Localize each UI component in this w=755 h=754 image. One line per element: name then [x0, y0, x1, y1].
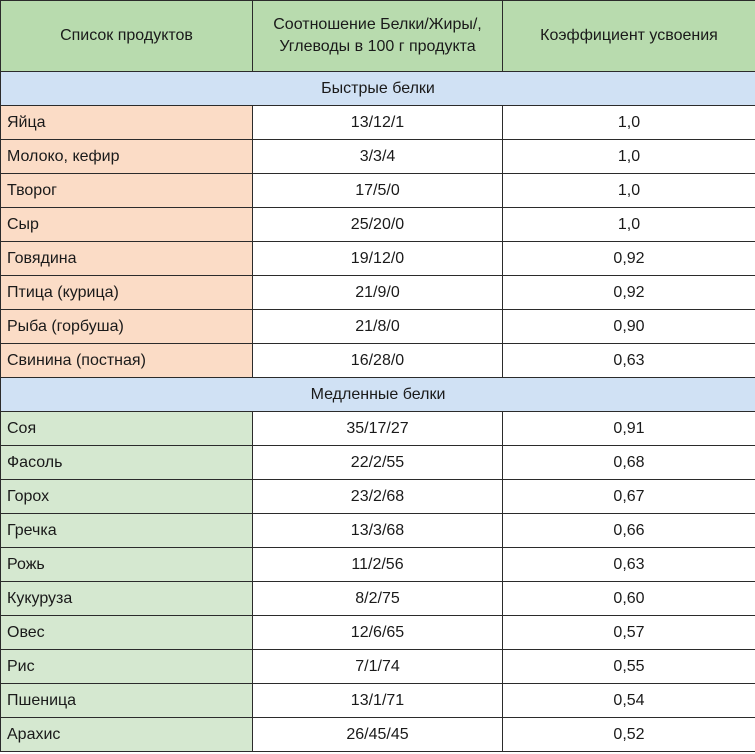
- product-name: Гречка: [1, 514, 253, 548]
- product-coefficient: 0,63: [503, 548, 755, 582]
- product-ratio: 25/20/0: [253, 208, 503, 242]
- table-row: [1, 582, 755, 616]
- product-coefficient: 0,92: [503, 242, 755, 276]
- product-name: Соя: [1, 412, 253, 446]
- product-coefficient: 0,66: [503, 514, 755, 548]
- table-row: [1, 548, 755, 582]
- table-row: [1, 684, 755, 718]
- product-coefficient: 0,55: [503, 650, 755, 684]
- product-coefficient: 0,60: [503, 582, 755, 616]
- product-ratio: 3/3/4: [253, 140, 503, 174]
- header-coefficient: Коэффициент усвоения: [503, 1, 755, 72]
- section-header: [1, 72, 755, 106]
- product-name: Рис: [1, 650, 253, 684]
- product-ratio: 35/17/27: [253, 412, 503, 446]
- product-name: Кукуруза: [1, 582, 253, 616]
- product-name: Фасоль: [1, 446, 253, 480]
- product-name: Молоко, кефир: [1, 140, 253, 174]
- product-ratio: 13/12/1: [253, 106, 503, 140]
- section-title: Медленные белки: [1, 378, 755, 412]
- product-coefficient: 1,0: [503, 106, 755, 140]
- product-ratio: 21/9/0: [253, 276, 503, 310]
- table-row: [1, 140, 755, 174]
- product-coefficient: 1,0: [503, 174, 755, 208]
- product-name: Птица (курица): [1, 276, 253, 310]
- header-ratio-line2: Углеводы в 100 г продукта: [279, 38, 476, 55]
- header-ratio: [253, 1, 503, 72]
- product-ratio: 11/2/56: [253, 548, 503, 582]
- table-row: [1, 208, 755, 242]
- product-name: Рожь: [1, 548, 253, 582]
- product-coefficient: 0,92: [503, 276, 755, 310]
- product-ratio: 17/5/0: [253, 174, 503, 208]
- section-fast-proteins: [1, 72, 755, 378]
- product-name: Рыба (горбуша): [1, 310, 253, 344]
- header-ratio-line1: Соотношение Белки/Жиры/,: [273, 16, 482, 33]
- product-name: Яйца: [1, 106, 253, 140]
- product-ratio: 13/3/68: [253, 514, 503, 548]
- table-row: [1, 310, 755, 344]
- product-name: Свинина (постная): [1, 344, 253, 378]
- table-row: [1, 514, 755, 548]
- header-product-list: Список продуктов: [1, 1, 253, 72]
- product-coefficient: 0,57: [503, 616, 755, 650]
- product-coefficient: 1,0: [503, 140, 755, 174]
- table-row: [1, 616, 755, 650]
- table-row: [1, 718, 755, 752]
- table-row: [1, 446, 755, 480]
- product-ratio: 8/2/75: [253, 582, 503, 616]
- section-slow-proteins: [1, 378, 755, 752]
- product-name: Арахис: [1, 718, 253, 752]
- section-header: [1, 378, 755, 412]
- product-ratio: 7/1/74: [253, 650, 503, 684]
- product-ratio: 26/45/45: [253, 718, 503, 752]
- product-ratio: 23/2/68: [253, 480, 503, 514]
- product-coefficient: 1,0: [503, 208, 755, 242]
- table-row: [1, 174, 755, 208]
- product-name: Овес: [1, 616, 253, 650]
- product-name: Горох: [1, 480, 253, 514]
- table-row: [1, 480, 755, 514]
- table-row: [1, 412, 755, 446]
- product-name: Пшеница: [1, 684, 253, 718]
- product-coefficient: 0,68: [503, 446, 755, 480]
- product-coefficient: 0,52: [503, 718, 755, 752]
- table-row: [1, 650, 755, 684]
- product-ratio: 21/8/0: [253, 310, 503, 344]
- product-ratio: 19/12/0: [253, 242, 503, 276]
- section-title: Быстрые белки: [1, 72, 755, 106]
- table-row: [1, 276, 755, 310]
- product-coefficient: 0,63: [503, 344, 755, 378]
- product-coefficient: 0,54: [503, 684, 755, 718]
- table-row: [1, 344, 755, 378]
- product-coefficient: 0,67: [503, 480, 755, 514]
- header-row: [1, 1, 755, 72]
- table-row: [1, 242, 755, 276]
- product-name: Творог: [1, 174, 253, 208]
- product-ratio: 16/28/0: [253, 344, 503, 378]
- product-coefficient: 0,91: [503, 412, 755, 446]
- product-coefficient: 0,90: [503, 310, 755, 344]
- product-name: Говядина: [1, 242, 253, 276]
- table-row: [1, 106, 755, 140]
- table-header: [1, 1, 755, 72]
- product-name: Сыр: [1, 208, 253, 242]
- product-ratio: 22/2/55: [253, 446, 503, 480]
- product-ratio: 13/1/71: [253, 684, 503, 718]
- product-ratio: 12/6/65: [253, 616, 503, 650]
